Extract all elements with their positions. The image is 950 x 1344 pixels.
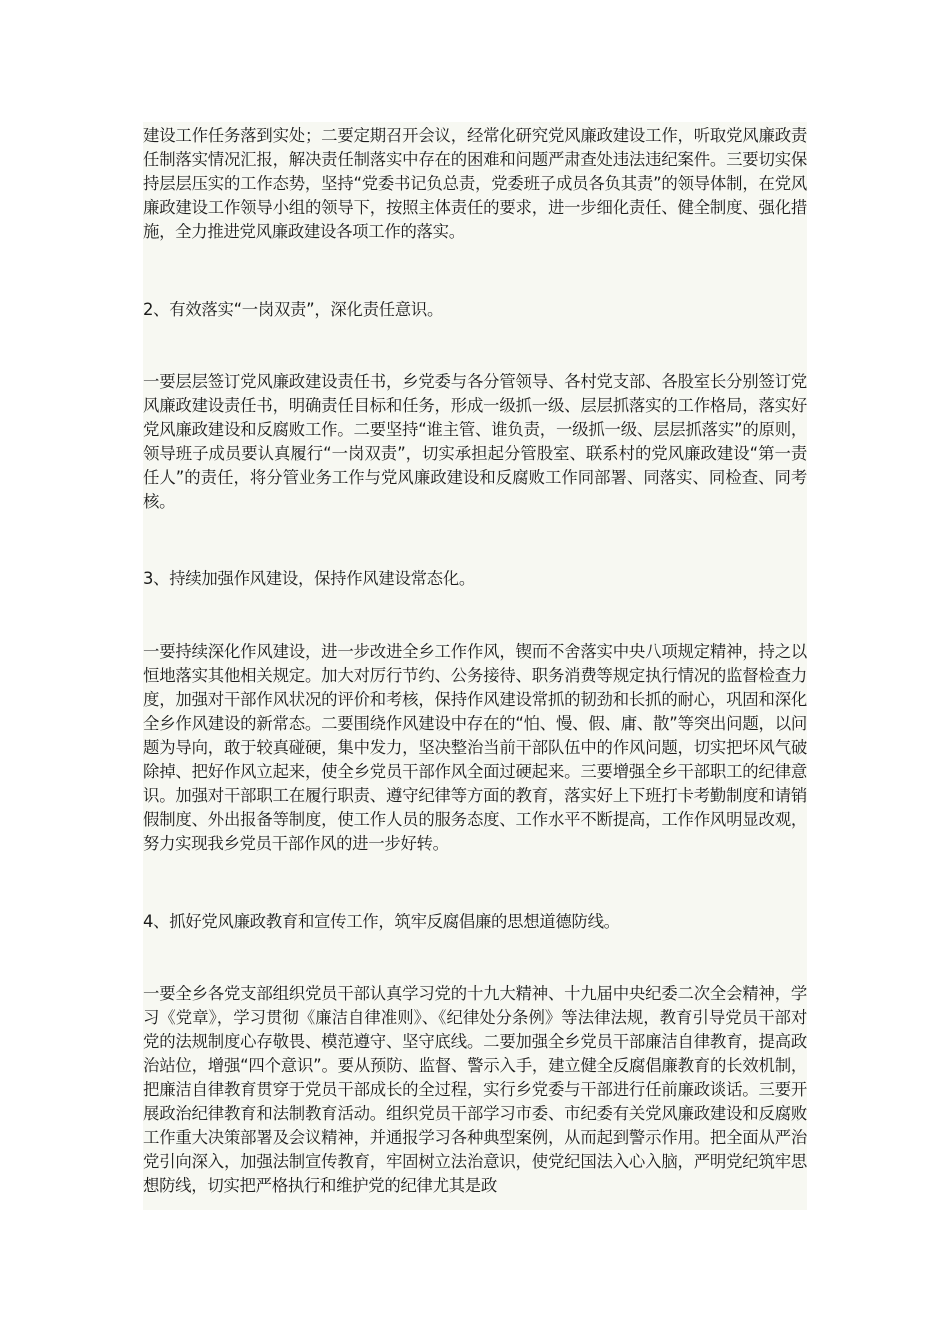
paragraph-4: 一要全乡各党支部组织党员干部认真学习党的十九大精神、十九届中央纪委二次全会精神，学习《党章》，学习贯彻《廉洁自律准则》、《纪律处分条例》等法律法规，教育引导党员干部对党的法规制度心存敬畏、模范遵守、坚守底线。二要加强全乡党员干部廉洁自律教育，提高政治站位，增强“四个意识”。要从预防、监督、警示入手，建立健全反腐倡廉教育的长效机制，把廉洁自律教育贯穿于党员干部成长的全过程，实行乡党委与干部进行任前廉政谈话。三要开展政治纪律教育和法制教育活动。组织党员干部学习市委、市纪委有关党风廉政建设和反腐败工作重大决策部署及会议精神，并通报学习各种典型案例，从而起到警示作用。把全面从严治党引向深入，加强法制宣传教育，牢固树立法治意识，使党纪国法入心入脑，严明党纪筑牢思想防线，切实把严格执行和维护党的纪律尤其是政 [143,984,807,1195]
paragraph-2: 一要层层签订党风廉政建设责任书，乡党委与各分管领导、各村党支部、各股室长分别签订党风廉政建设责任书，明确责任目标和任务，形成一级抓一级、层层抓落实的工作格局，落实好党风廉政建设和反腐败工作。二要坚持“谁主管、谁负责，一级抓一级、层层抓落实”的原则，领导班子成员要认真履行“一岗双责”，切实承担起分管股室、联系村的党风廉政建设“第一责任人”的责任，将分管业务工作与党风廉政建设和反腐败工作同部署、同落实、同检查、同考核。 [143,372,807,511]
section-heading-4: 4、抓好党风廉政教育和宣传工作，筑牢反腐倡廉的思想道德防线。 [143,912,620,931]
document-body [143,122,807,1210]
section-heading-3: 3、持续加强作风建设，保持作风建设常态化。 [143,569,475,588]
paragraph-3: 一要持续深化作风建设，进一步改进全乡工作作风，锲而不舍落实中央八项规定精神，持之以恒地落实其他相关规定。加大对厉行节约、公务接待、职务消费等规定执行情况的监督检查力度，加强对干部作风状况的评价和考核，保持作风建设常抓的韧劲和长抓的耐心，巩固和深化全乡作风建设的新常态。二要围绕作风建设中存在的“怕、慢、假、庸、散”等突出问题，以问题为导向，敢于较真碰硬，集中发力，坚决整治当前干部队伍中的作风问题，切实把坏风气破除掉、把好作风立起来，使全乡党员干部作风全面过硬起来。三要增强全乡干部职工的纪律意识。加强对干部职工在履行职责、遵守纪律等方面的教育，落实好上下班打卡考勤制度和请销假制度、外出报备等制度，使工作人员的服务态度、工作水平不断提高，工作作风明显改观，努力实现我乡党员干部作风的进一步好转。 [143,642,807,853]
paragraph-1: 建设工作任务落到实处；二要定期召开会议，经常化研究党风廉政建设工作，听取党风廉政责任制落实情况汇报，解决责任制落实中存在的困难和问题严肃查处违法违纪案件。三要切实保持层层压实的工作态势，坚持“党委书记负总责，党委班子成员各负其责”的领导体制，在党风廉政建设工作领导小组的领导下，按照主体责任的要求，进一步细化责任、健全制度、强化措施，全力推进党风廉政建设各项工作的落实。 [143,126,807,241]
section-heading-2: 2、有效落实“一岗双责”，深化责任意识。 [143,300,444,319]
